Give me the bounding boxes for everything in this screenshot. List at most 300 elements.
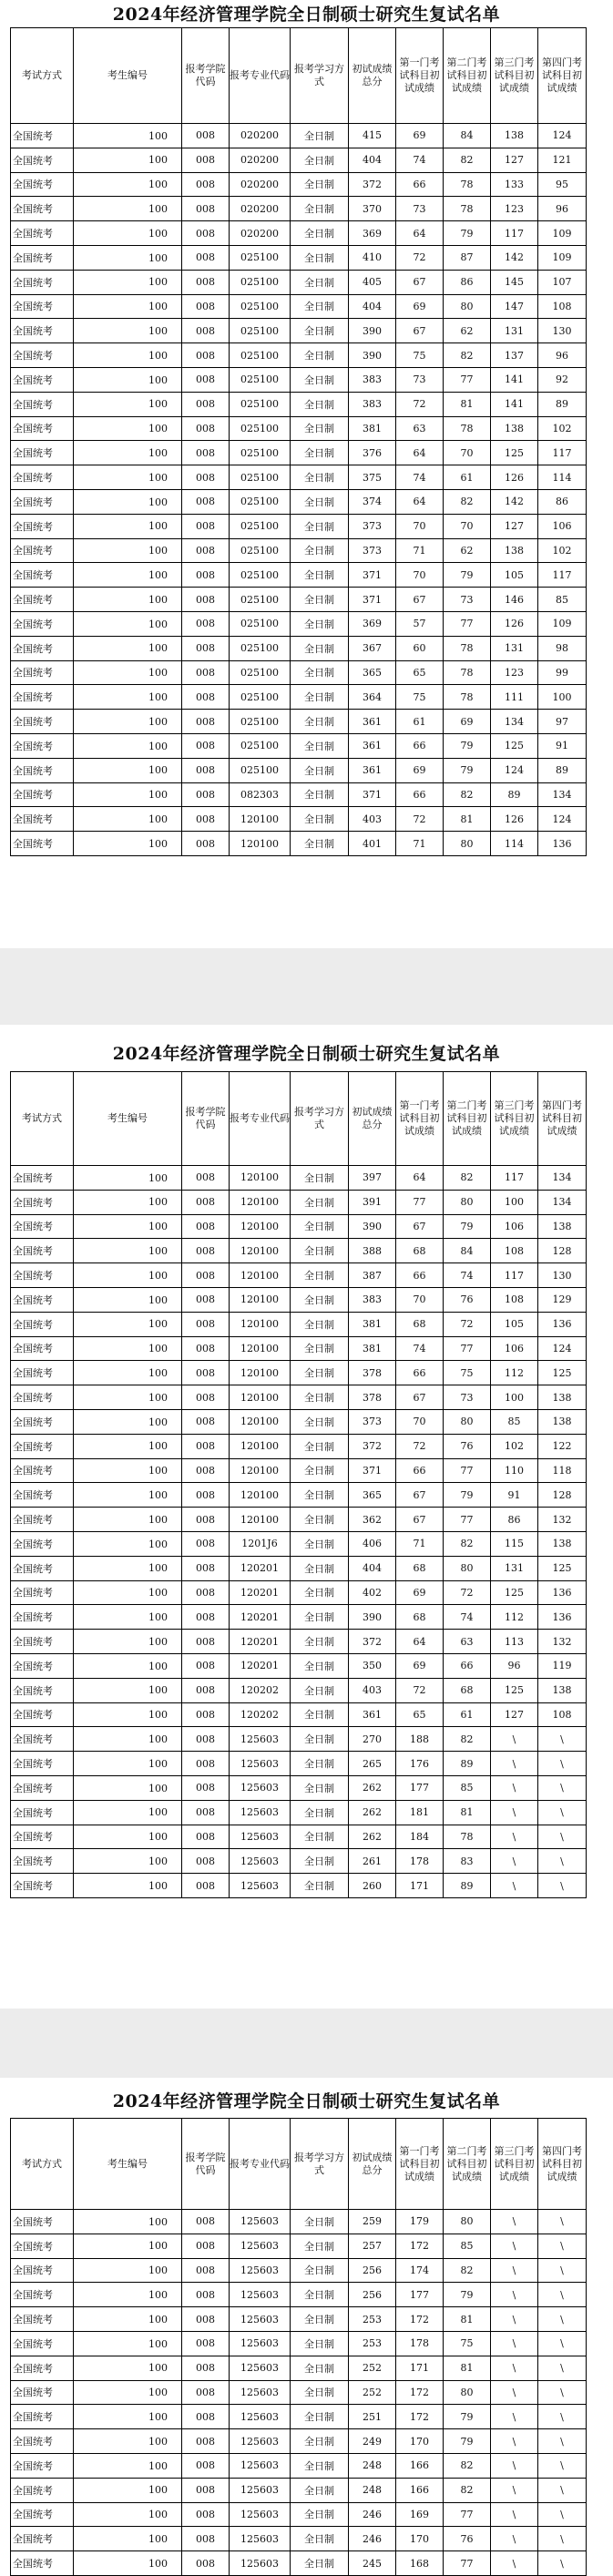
cell-candidate-id bbox=[74, 514, 182, 538]
table-row bbox=[11, 1605, 587, 1630]
cell-candidate-id bbox=[74, 1263, 182, 1288]
cell-subject4-score: 109 bbox=[538, 611, 587, 636]
cell-college-code: 008 bbox=[182, 1630, 230, 1654]
cell-study-mode: 全日制 bbox=[291, 392, 349, 416]
cell-college-code: 008 bbox=[182, 148, 230, 172]
header-study-mode: 报考学习方式 bbox=[291, 28, 349, 124]
cell-subject2-score: 72 bbox=[444, 1580, 491, 1605]
cell-subject4-score: \ bbox=[538, 2502, 587, 2527]
cell-subject4-score: 91 bbox=[538, 733, 587, 758]
cell-subject3-score: \ bbox=[491, 1775, 538, 1800]
cell-major-code: 025100 bbox=[230, 465, 291, 490]
cell-candidate-id bbox=[74, 2234, 182, 2258]
cell-subject1-score: 69 bbox=[396, 1653, 444, 1678]
cell-subject1-score: 70 bbox=[396, 514, 444, 538]
cell-subject4-score: \ bbox=[538, 1800, 587, 1825]
cell-subject3-score: 131 bbox=[491, 1556, 538, 1580]
candidate-id-value: 100 bbox=[148, 2484, 168, 2497]
cell-subject4-score: 138 bbox=[538, 1531, 587, 1556]
cell-subject1-score: 67 bbox=[396, 1214, 444, 1239]
candidate-id-value: 100 bbox=[148, 1465, 168, 1477]
cell-subject2-score: 77 bbox=[444, 2551, 491, 2576]
cell-major-code: 120201 bbox=[230, 1630, 291, 1654]
cell-subject2-score: 78 bbox=[444, 1825, 491, 1849]
cell-major-code: 025100 bbox=[230, 636, 291, 660]
cell-subject4-score: \ bbox=[538, 2405, 587, 2429]
cell-total-score: 404 bbox=[349, 294, 396, 319]
cell-study-mode: 全日制 bbox=[291, 489, 349, 514]
cell-college-code: 008 bbox=[182, 1263, 230, 1288]
cell-subject4-score: 136 bbox=[538, 1580, 587, 1605]
candidate-id-value: 100 bbox=[148, 1538, 168, 1550]
cell-total-score: 365 bbox=[349, 660, 396, 685]
candidate-id-value: 100 bbox=[148, 618, 168, 630]
cell-major-code: 025100 bbox=[230, 343, 291, 368]
table-row bbox=[11, 2551, 587, 2576]
cell-total-score: 361 bbox=[349, 710, 396, 734]
cell-college-code: 008 bbox=[182, 416, 230, 441]
cell-college-code: 008 bbox=[182, 2502, 230, 2527]
cell-study-mode: 全日制 bbox=[291, 1409, 349, 1434]
table-row bbox=[11, 758, 587, 782]
cell-subject3-score: 145 bbox=[491, 270, 538, 294]
cell-subject3-score: 125 bbox=[491, 441, 538, 465]
cell-exam-type: 全国统考 bbox=[11, 1458, 74, 1483]
cell-subject1-score: 64 bbox=[396, 221, 444, 246]
cell-study-mode: 全日制 bbox=[291, 2527, 349, 2551]
cell-total-score: 249 bbox=[349, 2429, 396, 2454]
cell-candidate-id bbox=[74, 197, 182, 221]
cell-major-code: 1201J6 bbox=[230, 1531, 291, 1556]
cell-subject3-score: 147 bbox=[491, 294, 538, 319]
cell-subject1-score: 66 bbox=[396, 1263, 444, 1288]
cell-exam-type: 全国统考 bbox=[11, 2380, 74, 2405]
header-exam-type: 考试方式 bbox=[11, 1072, 74, 1166]
cell-total-score: 372 bbox=[349, 1434, 396, 1458]
cell-major-code: 025100 bbox=[230, 611, 291, 636]
cell-subject1-score: 174 bbox=[396, 2258, 444, 2283]
cell-subject4-score: 138 bbox=[538, 1385, 587, 1410]
cell-total-score: 373 bbox=[349, 514, 396, 538]
cell-subject4-score: \ bbox=[538, 2307, 587, 2332]
cell-college-code: 008 bbox=[182, 611, 230, 636]
cell-subject2-score: 61 bbox=[444, 465, 491, 490]
cell-subject3-score: 138 bbox=[491, 538, 538, 563]
cell-college-code: 008 bbox=[182, 270, 230, 294]
cell-college-code: 008 bbox=[182, 124, 230, 148]
cell-subject2-score: 82 bbox=[444, 489, 491, 514]
cell-candidate-id bbox=[74, 1849, 182, 1874]
cell-major-code: 025100 bbox=[230, 563, 291, 588]
cell-subject2-score: 79 bbox=[444, 563, 491, 588]
cell-exam-type: 全国统考 bbox=[11, 1775, 74, 1800]
cell-study-mode: 全日制 bbox=[291, 733, 349, 758]
cell-candidate-id bbox=[74, 685, 182, 710]
cell-study-mode: 全日制 bbox=[291, 588, 349, 612]
table-row bbox=[11, 832, 587, 856]
cell-candidate-id bbox=[74, 1630, 182, 1654]
cell-subject2-score: 89 bbox=[444, 1874, 491, 1898]
cell-subject1-score: 176 bbox=[396, 1752, 444, 1776]
header-subject2-score: 第二门考试科目初试成绩 bbox=[444, 2119, 491, 2210]
candidate-id-value: 100 bbox=[148, 1245, 168, 1258]
cell-subject2-score: 85 bbox=[444, 2234, 491, 2258]
cell-study-mode: 全日制 bbox=[291, 2453, 349, 2478]
header-total-score: 初试成绩总分 bbox=[349, 1072, 396, 1166]
header-subject4-score: 第四门考试科目初试成绩 bbox=[538, 1072, 587, 1166]
cell-exam-type: 全国统考 bbox=[11, 1287, 74, 1312]
cell-subject3-score: 96 bbox=[491, 1653, 538, 1678]
cell-subject4-score: 86 bbox=[538, 489, 587, 514]
candidate-id-value: 100 bbox=[148, 1489, 168, 1501]
cell-study-mode: 全日制 bbox=[291, 319, 349, 343]
cell-subject2-score: 62 bbox=[444, 319, 491, 343]
cell-subject3-score: 123 bbox=[491, 660, 538, 685]
cell-subject2-score: 79 bbox=[444, 2429, 491, 2454]
cell-total-score: 375 bbox=[349, 465, 396, 490]
cell-college-code: 008 bbox=[182, 563, 230, 588]
cell-subject2-score: 82 bbox=[444, 2258, 491, 2283]
cell-college-code: 008 bbox=[182, 2429, 230, 2454]
cell-candidate-id bbox=[74, 1434, 182, 1458]
table-row bbox=[11, 1678, 587, 1702]
table-row bbox=[11, 2478, 587, 2502]
cell-college-code: 008 bbox=[182, 1727, 230, 1752]
cell-college-code: 008 bbox=[182, 2356, 230, 2380]
cell-subject1-score: 67 bbox=[396, 270, 444, 294]
cell-college-code: 008 bbox=[182, 636, 230, 660]
candidate-id-value: 100 bbox=[148, 398, 168, 411]
cell-subject3-score: 127 bbox=[491, 514, 538, 538]
cell-subject1-score: 70 bbox=[396, 1409, 444, 1434]
cell-study-mode: 全日制 bbox=[291, 563, 349, 588]
cell-exam-type: 全国统考 bbox=[11, 1312, 74, 1336]
cell-subject4-score: \ bbox=[538, 2527, 587, 2551]
table-row bbox=[11, 172, 587, 197]
table-row bbox=[11, 538, 587, 563]
cell-subject4-score: 125 bbox=[538, 1556, 587, 1580]
cell-college-code: 008 bbox=[182, 2307, 230, 2332]
cell-subject4-score: 99 bbox=[538, 660, 587, 685]
cell-major-code: 025100 bbox=[230, 538, 291, 563]
cell-study-mode: 全日制 bbox=[291, 343, 349, 368]
cell-subject4-score: \ bbox=[538, 2453, 587, 2478]
cell-exam-type: 全国统考 bbox=[11, 514, 74, 538]
table-row bbox=[11, 1874, 587, 1898]
cell-subject3-score: \ bbox=[491, 2551, 538, 2576]
cell-total-score: 378 bbox=[349, 1361, 396, 1385]
header-candidate-id: 考生编号 bbox=[74, 28, 182, 124]
cell-study-mode: 全日制 bbox=[291, 1653, 349, 1678]
cell-major-code: 120100 bbox=[230, 1287, 291, 1312]
cell-major-code: 125603 bbox=[230, 2502, 291, 2527]
candidate-id-value: 100 bbox=[148, 520, 168, 533]
cell-subject4-score: \ bbox=[538, 1849, 587, 1874]
cell-subject3-score: 131 bbox=[491, 319, 538, 343]
table-row bbox=[11, 1508, 587, 1532]
cell-major-code: 025100 bbox=[230, 294, 291, 319]
cell-total-score: 381 bbox=[349, 416, 396, 441]
cell-subject2-score: 79 bbox=[444, 758, 491, 782]
cell-subject4-score: 125 bbox=[538, 1361, 587, 1385]
cell-study-mode: 全日制 bbox=[291, 1580, 349, 1605]
cell-total-score: 404 bbox=[349, 148, 396, 172]
header-study-mode: 报考学习方式 bbox=[291, 2119, 349, 2210]
cell-subject3-score: 115 bbox=[491, 1531, 538, 1556]
cell-candidate-id bbox=[74, 2331, 182, 2356]
cell-subject4-score: \ bbox=[538, 2234, 587, 2258]
candidate-id-value: 100 bbox=[148, 1196, 168, 1209]
table-row bbox=[11, 2234, 587, 2258]
applicant-table bbox=[10, 2118, 587, 2576]
cell-study-mode: 全日制 bbox=[291, 2283, 349, 2307]
cell-subject4-score: 119 bbox=[538, 1653, 587, 1678]
cell-total-score: 270 bbox=[349, 1727, 396, 1752]
cell-candidate-id bbox=[74, 1727, 182, 1752]
applicant-table bbox=[10, 27, 587, 856]
cell-subject3-score: 125 bbox=[491, 733, 538, 758]
candidate-id-value: 100 bbox=[148, 2215, 168, 2228]
table-row bbox=[11, 2258, 587, 2283]
cell-candidate-id bbox=[74, 294, 182, 319]
cell-candidate-id bbox=[74, 1605, 182, 1630]
cell-total-score: 404 bbox=[349, 1556, 396, 1580]
cell-total-score: 248 bbox=[349, 2453, 396, 2478]
cell-subject4-score: 96 bbox=[538, 343, 587, 368]
table-row bbox=[11, 1336, 587, 1361]
candidate-id-value: 100 bbox=[148, 276, 168, 289]
candidate-id-value: 100 bbox=[148, 1709, 168, 1722]
cell-subject4-score: 124 bbox=[538, 124, 587, 148]
cell-study-mode: 全日制 bbox=[291, 416, 349, 441]
cell-total-score: 390 bbox=[349, 343, 396, 368]
cell-total-score: 260 bbox=[349, 1874, 396, 1898]
cell-subject4-score: 136 bbox=[538, 1605, 587, 1630]
cell-subject1-score: 71 bbox=[396, 538, 444, 563]
cell-exam-type: 全国统考 bbox=[11, 2551, 74, 2576]
cell-major-code: 125603 bbox=[230, 2405, 291, 2429]
table-row bbox=[11, 1580, 587, 1605]
table-row bbox=[11, 1409, 587, 1434]
cell-exam-type: 全国统考 bbox=[11, 1702, 74, 1727]
table-row bbox=[11, 1434, 587, 1458]
table-row bbox=[11, 1458, 587, 1483]
cell-exam-type: 全国统考 bbox=[11, 733, 74, 758]
cell-subject2-score: 82 bbox=[444, 1166, 491, 1191]
cell-subject4-score: \ bbox=[538, 1752, 587, 1776]
cell-major-code: 020200 bbox=[230, 124, 291, 148]
cell-study-mode: 全日制 bbox=[291, 197, 349, 221]
table-body bbox=[11, 1166, 587, 1898]
cell-subject3-score: \ bbox=[491, 2234, 538, 2258]
cell-candidate-id bbox=[74, 2502, 182, 2527]
cell-subject1-score: 166 bbox=[396, 2478, 444, 2502]
cell-exam-type: 全国统考 bbox=[11, 367, 74, 392]
cell-subject3-score: 117 bbox=[491, 1166, 538, 1191]
cell-major-code: 125603 bbox=[230, 2356, 291, 2380]
cell-candidate-id bbox=[74, 1190, 182, 1214]
candidate-id-value: 100 bbox=[148, 1806, 168, 1819]
cell-subject4-score: 89 bbox=[538, 392, 587, 416]
candidate-id-value: 100 bbox=[148, 129, 168, 142]
header-college-code: 报考学院代码 bbox=[182, 2119, 230, 2210]
cell-college-code: 008 bbox=[182, 294, 230, 319]
cell-major-code: 120100 bbox=[230, 1190, 291, 1214]
cell-subject4-score: 114 bbox=[538, 465, 587, 490]
cell-exam-type: 全国统考 bbox=[11, 221, 74, 246]
cell-college-code: 008 bbox=[182, 807, 230, 832]
cell-major-code: 125603 bbox=[230, 2258, 291, 2283]
cell-subject2-score: 68 bbox=[444, 1678, 491, 1702]
cell-study-mode: 全日制 bbox=[291, 1752, 349, 1776]
candidate-id-value: 100 bbox=[148, 1610, 168, 1623]
candidate-id-value: 100 bbox=[148, 1221, 168, 1233]
table-row bbox=[11, 807, 587, 832]
table-row bbox=[11, 2502, 587, 2527]
cell-subject3-score: 137 bbox=[491, 343, 538, 368]
cell-subject3-score: 105 bbox=[491, 1312, 538, 1336]
cell-subject2-score: 78 bbox=[444, 636, 491, 660]
cell-study-mode: 全日制 bbox=[291, 148, 349, 172]
cell-subject3-score: \ bbox=[491, 1727, 538, 1752]
cell-subject3-score: 112 bbox=[491, 1361, 538, 1385]
cell-subject2-score: 76 bbox=[444, 1434, 491, 1458]
cell-candidate-id bbox=[74, 124, 182, 148]
cell-major-code: 125603 bbox=[230, 2331, 291, 2356]
cell-total-score: 405 bbox=[349, 270, 396, 294]
cell-subject2-score: 74 bbox=[444, 1263, 491, 1288]
cell-subject2-score: 87 bbox=[444, 245, 491, 270]
cell-study-mode: 全日制 bbox=[291, 1361, 349, 1385]
cell-subject1-score: 172 bbox=[396, 2307, 444, 2332]
cell-major-code: 125603 bbox=[230, 2307, 291, 2332]
cell-total-score: 248 bbox=[349, 2478, 396, 2502]
table-row bbox=[11, 294, 587, 319]
cell-subject4-score: \ bbox=[538, 2478, 587, 2502]
cell-candidate-id bbox=[74, 1678, 182, 1702]
cell-major-code: 082303 bbox=[230, 782, 291, 807]
candidate-id-value: 100 bbox=[148, 1318, 168, 1331]
cell-college-code: 008 bbox=[182, 319, 230, 343]
cell-total-score: 415 bbox=[349, 124, 396, 148]
cell-major-code: 120100 bbox=[230, 1385, 291, 1410]
cell-college-code: 008 bbox=[182, 1800, 230, 1825]
cell-total-score: 256 bbox=[349, 2258, 396, 2283]
cell-candidate-id bbox=[74, 1508, 182, 1532]
cell-exam-type: 全国统考 bbox=[11, 2356, 74, 2380]
candidate-id-value: 100 bbox=[148, 423, 168, 435]
cell-subject4-score: 138 bbox=[538, 1214, 587, 1239]
table-row bbox=[11, 1752, 587, 1776]
cell-subject3-score: 142 bbox=[491, 489, 538, 514]
cell-subject1-score: 69 bbox=[396, 124, 444, 148]
cell-exam-type: 全国统考 bbox=[11, 1580, 74, 1605]
table-row bbox=[11, 2210, 587, 2234]
table-row bbox=[11, 685, 587, 710]
cell-exam-type: 全国统考 bbox=[11, 197, 74, 221]
cell-college-code: 008 bbox=[182, 1409, 230, 1434]
candidate-id-value: 100 bbox=[148, 2313, 168, 2326]
cell-study-mode: 全日制 bbox=[291, 1385, 349, 1410]
cell-subject4-score: 109 bbox=[538, 245, 587, 270]
cell-major-code: 025100 bbox=[230, 489, 291, 514]
cell-subject3-score: \ bbox=[491, 2258, 538, 2283]
cell-candidate-id bbox=[74, 563, 182, 588]
cell-total-score: 365 bbox=[349, 1483, 396, 1508]
cell-study-mode: 全日制 bbox=[291, 2405, 349, 2429]
cell-total-score: 388 bbox=[349, 1239, 396, 1263]
table-row bbox=[11, 733, 587, 758]
cell-study-mode: 全日制 bbox=[291, 1214, 349, 1239]
cell-subject3-score: 86 bbox=[491, 1508, 538, 1532]
cell-college-code: 008 bbox=[182, 1458, 230, 1483]
table-row bbox=[11, 2527, 587, 2551]
cell-exam-type: 全国统考 bbox=[11, 1483, 74, 1508]
table-row bbox=[11, 367, 587, 392]
cell-total-score: 391 bbox=[349, 1190, 396, 1214]
cell-study-mode: 全日制 bbox=[291, 1531, 349, 1556]
cell-exam-type: 全国统考 bbox=[11, 782, 74, 807]
cell-subject1-score: 63 bbox=[396, 416, 444, 441]
cell-total-score: 372 bbox=[349, 1630, 396, 1654]
cell-college-code: 008 bbox=[182, 2258, 230, 2283]
header-college-code: 报考学院代码 bbox=[182, 28, 230, 124]
cell-subject2-score: 63 bbox=[444, 1630, 491, 1654]
candidate-id-value: 100 bbox=[148, 227, 168, 240]
cell-subject3-score: 114 bbox=[491, 832, 538, 856]
cell-major-code: 120201 bbox=[230, 1556, 291, 1580]
cell-subject2-score: 82 bbox=[444, 1531, 491, 1556]
cell-subject2-score: 69 bbox=[444, 710, 491, 734]
header-subject2-score: 第二门考试科目初试成绩 bbox=[444, 1072, 491, 1166]
cell-total-score: 371 bbox=[349, 1458, 396, 1483]
cell-subject3-score: 113 bbox=[491, 1630, 538, 1654]
cell-study-mode: 全日制 bbox=[291, 1775, 349, 1800]
cell-college-code: 008 bbox=[182, 1214, 230, 1239]
cell-subject2-score: 79 bbox=[444, 2283, 491, 2307]
cell-candidate-id bbox=[74, 2527, 182, 2551]
cell-subject2-score: 73 bbox=[444, 588, 491, 612]
table-row bbox=[11, 1287, 587, 1312]
cell-candidate-id bbox=[74, 1361, 182, 1385]
cell-candidate-id bbox=[74, 1409, 182, 1434]
cell-major-code: 025100 bbox=[230, 733, 291, 758]
cell-college-code: 008 bbox=[182, 1605, 230, 1630]
cell-subject1-score: 181 bbox=[396, 1800, 444, 1825]
cell-major-code: 125603 bbox=[230, 2527, 291, 2551]
cell-exam-type: 全国统考 bbox=[11, 2429, 74, 2454]
table-row bbox=[11, 588, 587, 612]
cell-subject4-score: 118 bbox=[538, 1458, 587, 1483]
cell-total-score: 406 bbox=[349, 1531, 396, 1556]
cell-subject3-score: \ bbox=[491, 2307, 538, 2332]
cell-study-mode: 全日制 bbox=[291, 2210, 349, 2234]
cell-exam-type: 全国统考 bbox=[11, 2405, 74, 2429]
cell-subject3-score: \ bbox=[491, 2210, 538, 2234]
table-row bbox=[11, 1825, 587, 1849]
table-row bbox=[11, 2283, 587, 2307]
cell-major-code: 025100 bbox=[230, 270, 291, 294]
cell-subject4-score: 134 bbox=[538, 1190, 587, 1214]
cell-candidate-id bbox=[74, 2405, 182, 2429]
cell-subject2-score: 78 bbox=[444, 416, 491, 441]
cell-college-code: 008 bbox=[182, 782, 230, 807]
cell-subject2-score: 79 bbox=[444, 221, 491, 246]
cell-subject3-score: \ bbox=[491, 2380, 538, 2405]
table-row bbox=[11, 197, 587, 221]
cell-major-code: 125603 bbox=[230, 1874, 291, 1898]
cell-candidate-id bbox=[74, 441, 182, 465]
